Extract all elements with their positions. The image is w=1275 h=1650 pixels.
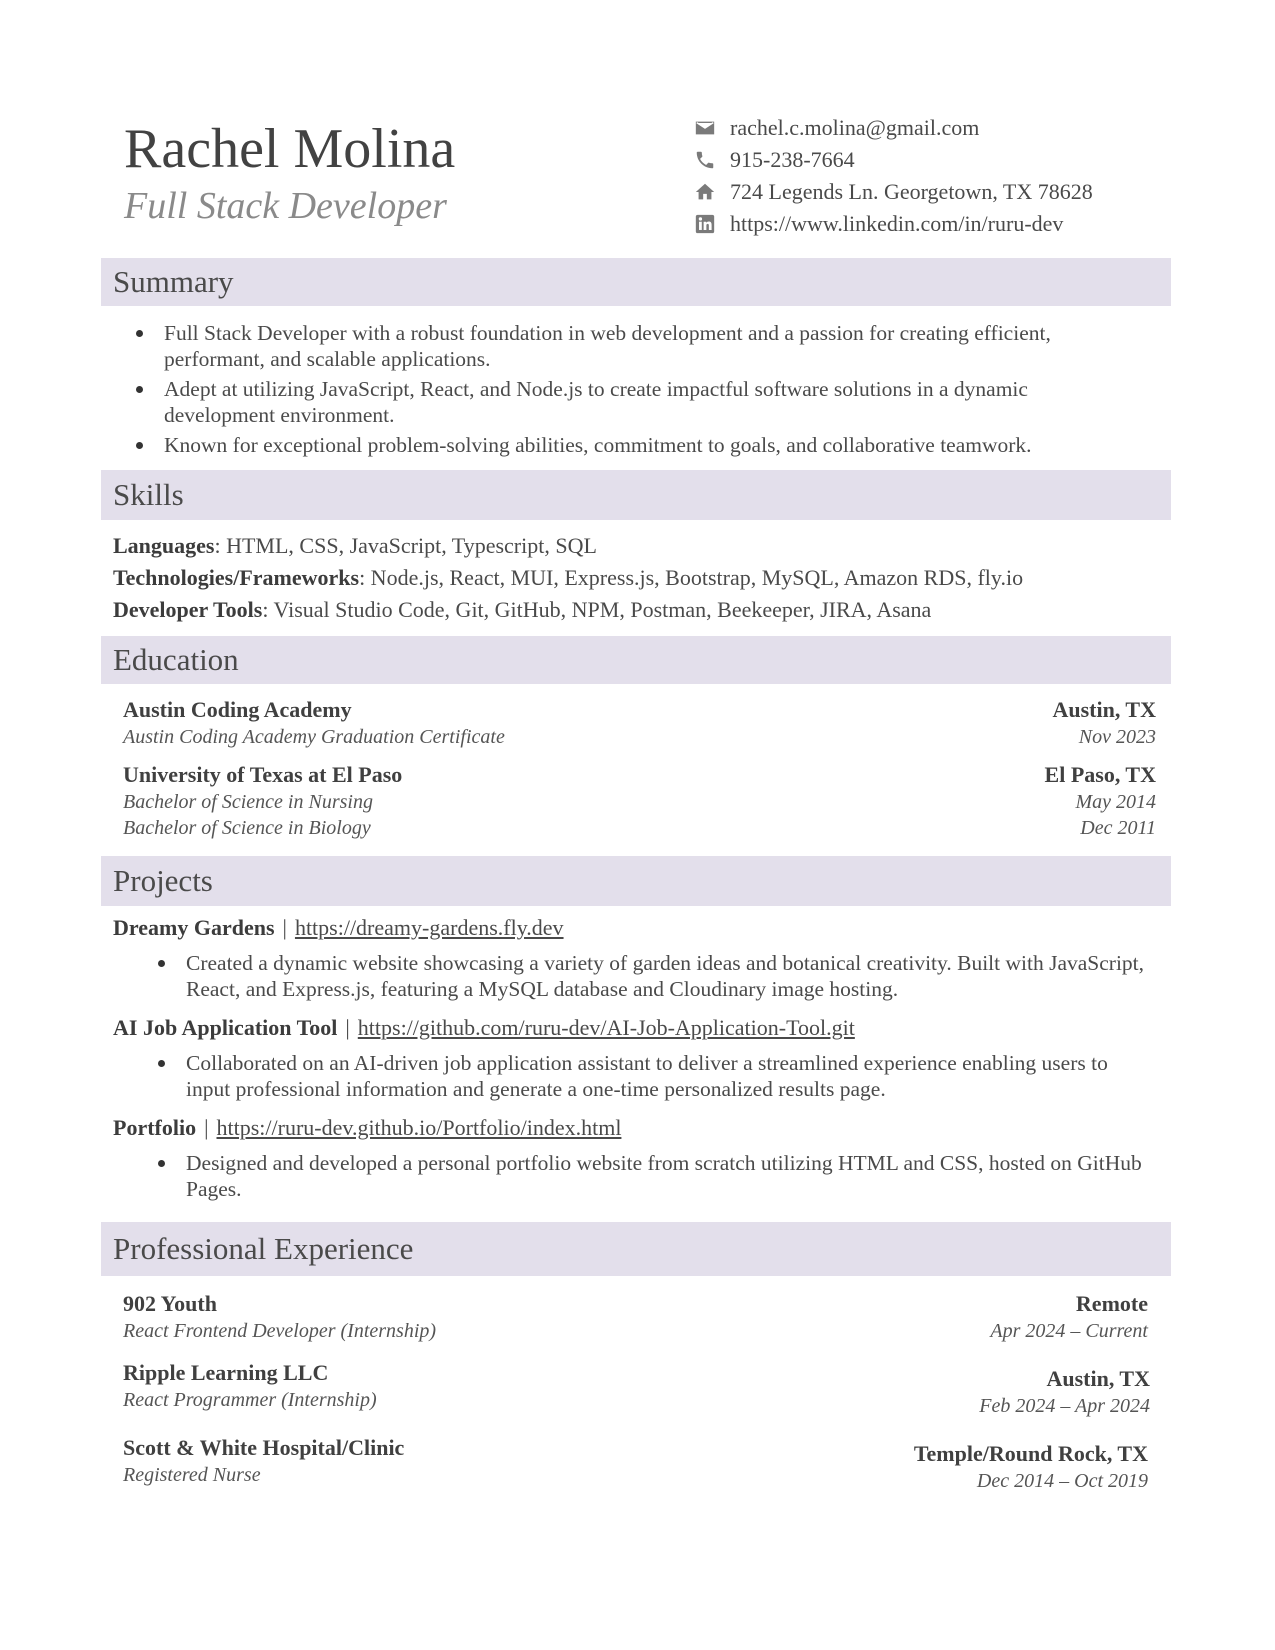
experience-section-header — [101, 1222, 1171, 1276]
company-name: 902 Youth — [123, 1291, 217, 1316]
job-role: Registered Nurse — [123, 1464, 261, 1486]
list-item: Designed and developed a personal portfolio website from scratch utilizing HTML and CSS, hosted on GitHub Pages. — [186, 1150, 1156, 1202]
contact-linkedin-text: https://www.linkedin.com/in/ruru-dev — [730, 211, 1064, 236]
education-entry — [123, 696, 1156, 750]
company-name: Ripple Learning LLC — [123, 1360, 329, 1385]
education-date: Dec 2011 — [1080, 817, 1156, 839]
section-title: Projects — [113, 863, 213, 898]
skill-row-tools — [113, 595, 931, 625]
contact-address-text: 724 Legends Ln. Georgetown, TX 78628 — [730, 179, 1093, 204]
project-name: Portfolio — [113, 1115, 197, 1140]
project-name: AI Job Application Tool — [113, 1015, 338, 1040]
skill-label: Developer Tools — [113, 597, 263, 622]
education-date: May 2014 — [1075, 791, 1156, 813]
separator: | — [282, 915, 287, 940]
summary-list — [164, 320, 1114, 458]
project-link[interactable]: https://github.com/ruru-dev/AI-Job-Application-Tool.git — [357, 1015, 855, 1040]
section-title: Professional Experience — [113, 1231, 414, 1266]
project-title-row — [113, 914, 564, 942]
skill-row-languages — [113, 531, 597, 561]
skills-section-header — [101, 470, 1171, 520]
contact-list — [694, 112, 1093, 240]
school-location: El Paso, TX — [1044, 762, 1156, 787]
list-item: Known for exceptional problem-solving abilities, commitment to goals, and collaborative teamwork. — [164, 432, 1114, 458]
section-title: Summary — [113, 264, 234, 299]
linkedin-icon — [694, 213, 716, 235]
skill-value: : Node.js, React, MUI, Express.js, Bootstrap, MySQL, Amazon RDS, fly.io — [359, 565, 1024, 590]
skill-label: Languages — [113, 533, 215, 558]
candidate-title: Full Stack Developer — [124, 185, 447, 227]
separator: | — [204, 1115, 209, 1140]
school-location: Austin, TX — [1052, 697, 1156, 722]
contact-phone-text: 915-238-7664 — [730, 147, 855, 172]
job-role: React Programmer (Internship) — [123, 1389, 377, 1411]
job-dates: Feb 2024 – Apr 2024 — [979, 1395, 1150, 1417]
experience-entry — [123, 1434, 1148, 1492]
list-item: Created a dynamic website showcasing a variety of garden ideas and botanical creativity. Built with JavaScript, React, and Express.js, featuring a MySQL database and Cloudinary image hosting. — [186, 950, 1156, 1002]
skill-row-technologies — [113, 563, 1023, 593]
degree: Austin Coding Academy Graduation Certificate — [123, 726, 505, 748]
job-dates: Apr 2024 – Current — [990, 1320, 1148, 1342]
company-name: Scott & White Hospital/Clinic — [123, 1435, 405, 1460]
project-link[interactable]: https://dreamy-gardens.fly.dev — [294, 915, 564, 940]
phone-icon — [694, 149, 716, 171]
list-item: Adept at utilizing JavaScript, React, and Node.js to create impactful software solutions in a dynamic development environment. — [164, 376, 1114, 428]
job-dates: Dec 2014 – Oct 2019 — [976, 1470, 1148, 1492]
skill-label: Technologies/Frameworks — [113, 565, 360, 590]
list-item: Collaborated on an AI-driven job application assistant to deliver a streamlined experience enabling users to input professional information and generate a one-time personalized results page. — [186, 1050, 1156, 1102]
degree: Bachelor of Science in Biology — [123, 817, 371, 839]
project-bullets — [186, 1050, 1156, 1102]
contact-linkedin[interactable] — [694, 208, 1093, 240]
list-item: Full Stack Developer with a robust foundation in web development and a passion for creating efficient, performant, and scalable applications. — [164, 320, 1114, 372]
candidate-name: Rachel Molina — [124, 118, 456, 180]
experience-entry — [123, 1290, 1148, 1344]
section-title: Skills — [113, 477, 184, 512]
contact-phone[interactable] — [694, 144, 1093, 176]
project-link[interactable]: https://ruru-dev.github.io/Portfolio/index.html — [216, 1115, 622, 1140]
school-name: Austin Coding Academy — [123, 697, 352, 722]
job-location: Remote — [1075, 1291, 1148, 1316]
education-entry — [123, 761, 1156, 841]
education-section-header — [101, 636, 1171, 684]
skill-value: : HTML, CSS, JavaScript, Typescript, SQL — [214, 533, 597, 558]
projects-section-header — [101, 856, 1171, 906]
summary-section-header — [101, 258, 1171, 306]
contact-email[interactable] — [694, 112, 1093, 144]
home-icon — [694, 181, 716, 203]
experience-entry — [123, 1359, 1150, 1417]
project-title-row — [113, 1114, 621, 1142]
email-icon — [694, 117, 716, 139]
project-bullets — [186, 1150, 1156, 1202]
job-location: Temple/Round Rock, TX — [913, 1441, 1148, 1466]
job-location: Austin, TX — [1046, 1366, 1150, 1391]
section-title: Education — [113, 642, 239, 677]
school-name: University of Texas at El Paso — [123, 762, 403, 787]
contact-address — [694, 176, 1093, 208]
education-date: Nov 2023 — [1078, 726, 1156, 748]
project-title-row — [113, 1014, 855, 1042]
contact-email-text: rachel.c.molina@gmail.com — [730, 115, 980, 140]
job-role: React Frontend Developer (Internship) — [123, 1320, 437, 1342]
project-name: Dreamy Gardens — [113, 915, 275, 940]
project-bullets — [186, 950, 1156, 1002]
skill-value: : Visual Studio Code, Git, GitHub, NPM, Postman, Beekeeper, JIRA, Asana — [262, 597, 932, 622]
degree: Bachelor of Science in Nursing — [123, 791, 373, 813]
separator: | — [345, 1015, 350, 1040]
